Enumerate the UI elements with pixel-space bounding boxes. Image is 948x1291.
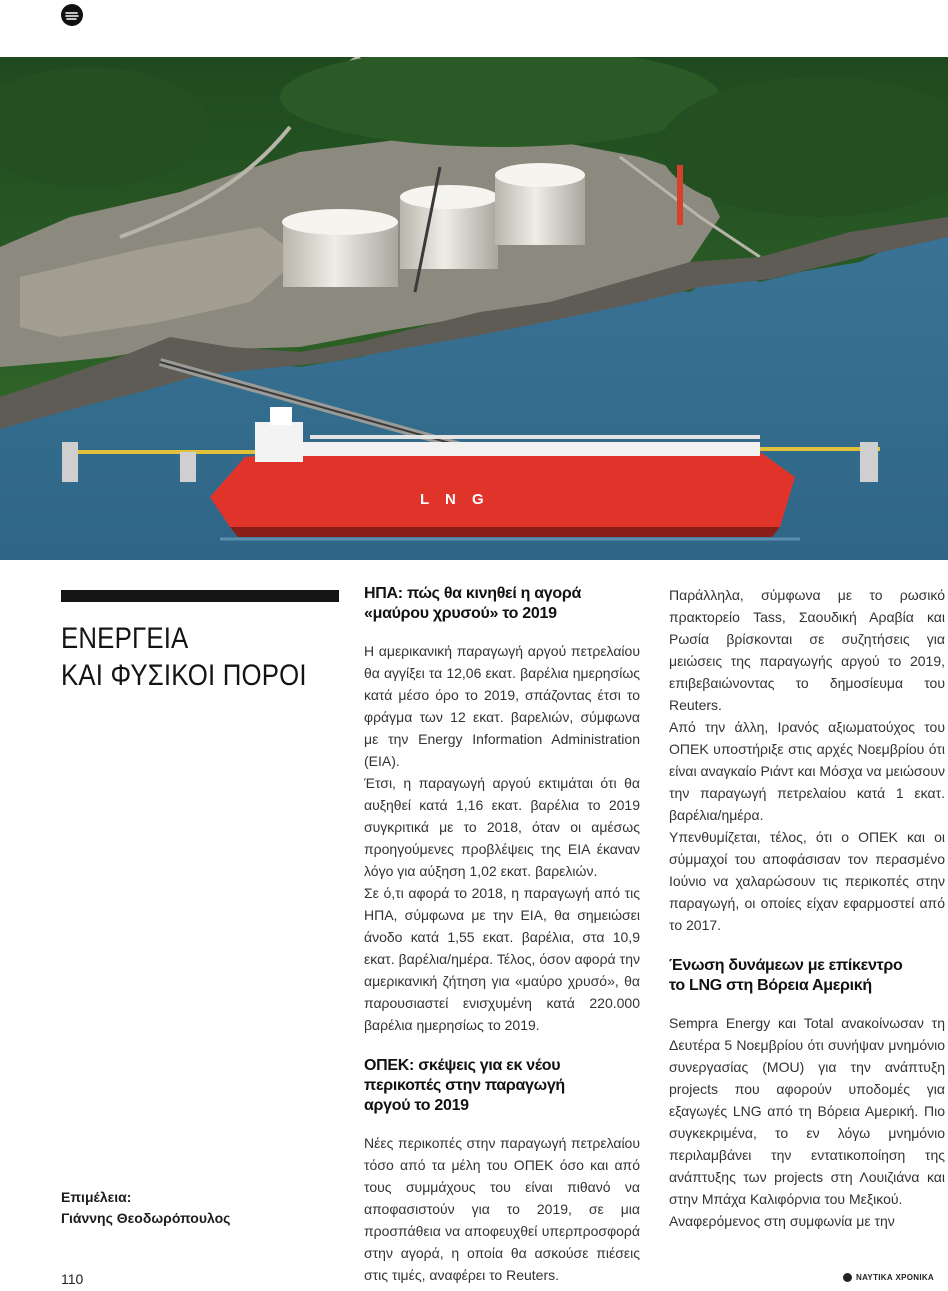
section-title [61,620,310,694]
magazine-name: ΝΑΥΤΙΚΑ ΧΡΟΝΙΚΑ [856,1273,934,1282]
page-number: 110 [61,1271,84,1287]
article-3-heading-line: το LNG στη Βόρεια Αμερική [669,977,872,994]
article-2-heading-line: περικοπές στην παραγωγή [364,1077,565,1094]
editor-name: Γιάννης Θεοδωρόπουλος [61,1210,231,1226]
editor-label: Επιμέλεια: [61,1189,132,1205]
article-2-heading-line: αργού το 2019 [364,1097,469,1114]
article-2-paragraph: Παράλληλα, σύμφωνα με το ρωσικό πρακτορείο Tass, Σαουδική Αραβία και Ρωσία βρίσκονται σε συζητήσεις για μειώσεις της παραγωγής αργού το 2019, επιβεβαιώνοντας το δημοσίευμα του Reuters. [669,587,945,713]
article-3-paragraph: Αναφερόμενος στη συμφωνία με την [669,1213,895,1229]
article-1-paragraph: Έτσι, η παραγωγή αργού εκτιμάται ότι θα αυξηθεί κατά 1,16 εκατ. βαρέλια το 2019 συγκριτικά με το 2018, όταν οι αμέσως προηγούμενες προβλέψεις της EIA έκαναν λόγο για αύξηση 1,02 εκατ. βαρελιών. [364,775,640,879]
article-2-paragraph: Υπενθυμίζεται, τέλος, ότι ο ΟΠΕΚ και οι σύμμαχοί του αποφάσισαν τον περασμένο Ιούνιο να χαλαρώσουν τις περικοπές στην παραγωγή, οι οποίες είχαν εφαρμοστεί από το 2017. [669,829,945,933]
article-2-heading-line: ΟΠΕΚ: σκέψεις για εκ νέου [364,1057,561,1074]
brand-logo-icon [843,1273,852,1282]
magazine-logo-icon [61,4,83,26]
column-2 [669,584,945,1232]
magazine-brand [843,1273,934,1282]
article-1-heading-line: ΗΠΑ: πώς θα κινηθεί η αγορά [364,585,581,602]
article-1-heading-line: «μαύρου χρυσού» το 2019 [364,605,557,622]
article-2-paragraph: Από την άλλη, Ιρανός αξιωματούχος του ΟΠΕΚ υποστήριξε στις αρχές Νοεμβρίου ότι είναι αναγκαίο Ριάντ και Μόσχα να μειώσουν την παραγωγή πετρελαίου κατά 1 εκατ. βαρέλια/ημέρα. [669,719,945,823]
article-1-paragraph: Η αμερικανική παραγωγή αργού πετρελαίου θα αγγίξει τα 12,06 εκατ. βαρέλια ημερησίως κατά μέσο όρο το 2019, σπάζοντας έτσι το φράγμα των 12 εκατ. βαρελιών, σύμφωνα με την Energy Information Administration (EIA). [364,643,640,769]
article-1-heading [364,584,640,624]
article-3-paragraph: Sempra Energy και Total ανακοίνωσαν τη Δευτέρα 5 Νοεμβρίου ότι συνήψαν μνημόνιο συνεργασίας (MOU) για την ανάπτυξη projects που αφορούν υποδομές για εξαγωγές LNG από τη Βόρεια Αμερική. Πιο συγκεκριμένα, το εν λόγω μνημόνιο περιλαμβάνει την εντατικοποίηση της ανάπτυξης των projects στη Λουιζιάνα και στην Μπάχα Καλιφόρνια του Μεξικού. [669,1015,945,1207]
article-2-paragraph: Νέες περικοπές στην παραγωγή πετρελαίου τόσο από τα μέλη του ΟΠΕΚ όσο και από τους συμμάχους του είναι πιθανό να αποφασιστούν για το 2019, σε μια προσπάθεια να αποφευχθεί υπερπροσφορά στην αγορά, η οποία θα ασκούσε πιέσεις στις τιμές, αναφέρει το Reuters. [364,1135,640,1283]
article-3-heading-line: Ένωση δυνάμεων με επίκεντρο [669,957,903,974]
ship-hull-lettering: L N G [420,491,490,508]
article-2-heading [364,1056,640,1116]
section-title-line-2: ΚΑΙ ΦΥΣΙΚΟΙ ΠΟΡΟΙ [61,659,307,692]
section-rule [61,590,339,602]
section-title-line-1: ΕΝΕΡΓΕΙΑ [61,622,189,655]
editor-credit [61,1187,230,1229]
column-1 [364,584,640,1286]
lng-terminal-photo [0,57,948,560]
article-3-heading [669,956,945,996]
article-1-paragraph: Σε ό,τι αφορά το 2018, η παραγωγή από τις ΗΠΑ, σύμφωνα με την EIA, θα σημειώσει άνοδο κατά 1,55 εκατ. βαρέλια, στα 10,9 εκατ. βαρέλια/ημέρα. Τέλος, όσον αφορά την αμερικανική ζήτηση για «μαύρο χρυσό», θα παρουσιαστεί ενισχυμένη κατά 220.000 βαρέλια ημερησίως το 2019. [364,885,640,1033]
